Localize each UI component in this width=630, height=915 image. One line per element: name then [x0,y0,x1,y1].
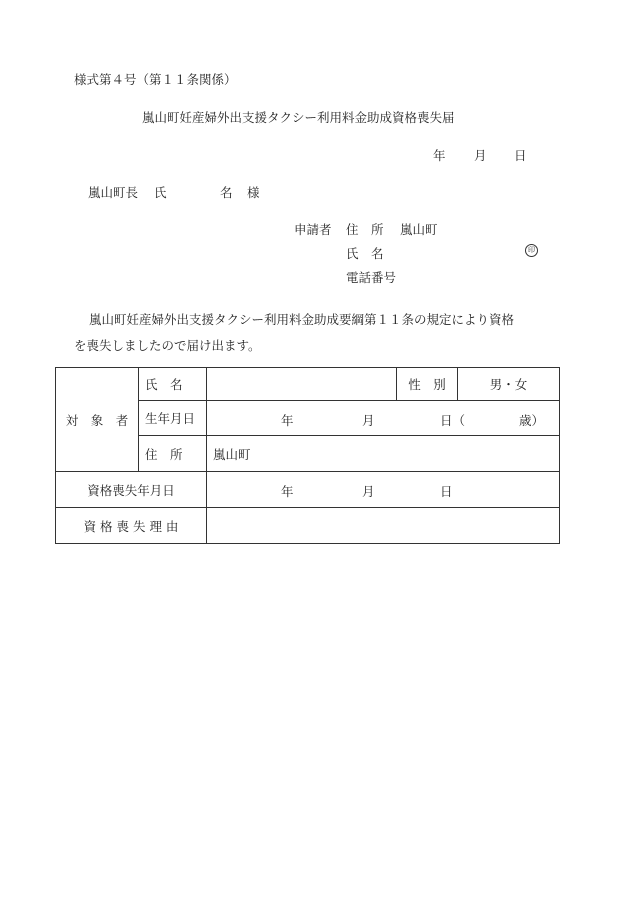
applicant-address-value: 嵐山町 [400,222,438,237]
addressee-name-prefix: 氏 [154,185,167,200]
birth-label: 生年月日 [139,401,207,436]
birth-field[interactable] [207,401,560,436]
birth-month-label: 月 [362,413,375,428]
reason-field[interactable] [207,508,560,544]
address-field[interactable]: 嵐山町 [207,436,560,472]
address-label: 住 所 [139,436,207,472]
applicant-phone-label: 電話番号 [346,270,397,285]
subject-table [55,367,560,544]
body-line-1: 嵐山町妊産婦外出支援タクシー利用料金助成要綱第１１条の規定により資格 [89,312,515,327]
mayor-label: 嵐山町長 [88,185,139,200]
reason-label: 資 格 喪 失 理 由 [56,508,207,544]
loss-date-label: 資格喪失年月日 [56,472,207,508]
name-field[interactable] [207,368,397,401]
loss-year-label: 年 [281,484,294,499]
form-title: 嵐山町妊産婦外出支援タクシー利用料金助成資格喪失届 [142,110,455,125]
subject-label: 対 象 者 [56,368,139,472]
gender-field[interactable]: 男・女 [458,368,560,401]
applicant-address-label: 住 所 [346,222,384,237]
name-label: 氏 名 [139,368,207,401]
loss-day-label: 日 [440,484,453,499]
gender-label: 性 別 [397,368,458,401]
birth-year-label: 年 [281,413,294,428]
birth-age-label: 歳） [519,413,545,428]
table-row-reason [56,508,560,544]
body-line-2: を喪失しましたので届け出ます。 [74,338,261,353]
form-number: 様式第４号（第１１条関係） [74,72,237,87]
table-row-name [56,368,560,401]
date-day-label: 日 [514,148,527,163]
table-row-loss-date [56,472,560,508]
addressee-honorific: 様 [247,185,260,200]
seal-mark: 印 [525,244,538,257]
addressee-name-suffix: 名 [220,185,233,200]
loss-date-field[interactable] [207,472,560,508]
birth-day-label: 日（ [440,413,466,428]
loss-month-label: 月 [362,484,375,499]
date-month-label: 月 [474,148,487,163]
date-year-label: 年 [433,148,446,163]
applicant-name-label: 氏 名 [346,246,384,261]
applicant-role-label: 申請者 [294,222,332,237]
